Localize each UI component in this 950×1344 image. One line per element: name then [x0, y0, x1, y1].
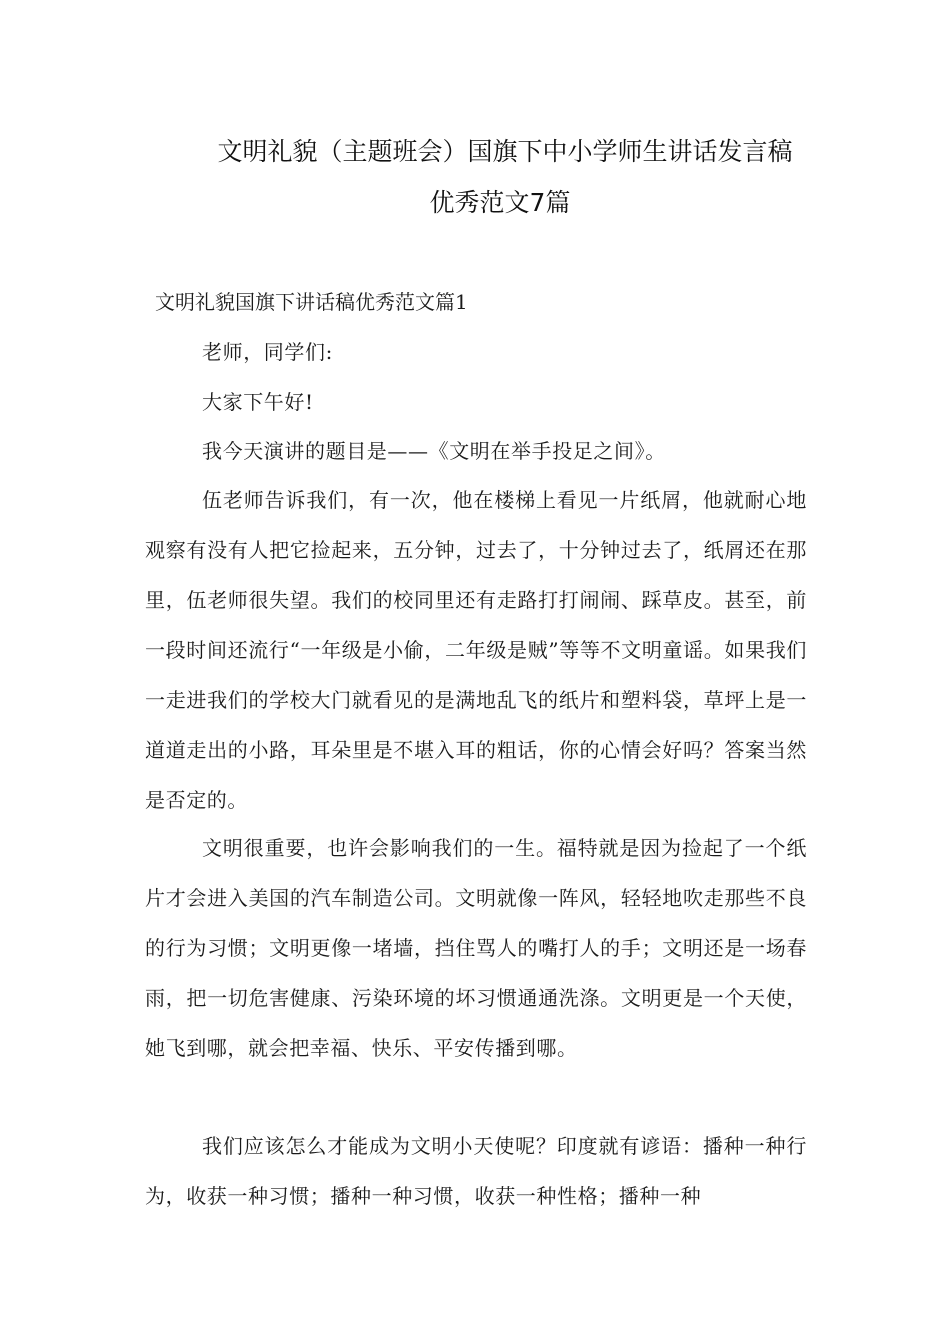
salutation-line: 大家下午好!	[202, 390, 314, 414]
section-heading: 文明礼貌国旗下讲话稿优秀范文篇1	[155, 290, 468, 314]
paragraph-1: 伍老师告诉我们，有一次，他在楼梯上看见一片纸屑，他就耐心地观察有没有人把它捡起来，五分钟，过去了，十分钟过去了，纸屑还在那里，伍老师很失望。我们的校同里还有走路打打闹闹、踩草皮。甚至，前一段时间还流行“一年级是小偷，二年级是贼”等等不文明童谣。如果我们一走进我们的学校大门就看见的是满地乱飞的纸片和塑料袋，草坪上是一道道走出的小路，耳朵里是不堪入耳的粗话，你的心情会好吗？答案当然是否定的。	[145, 488, 807, 812]
speech-topic-line: 我今天演讲的题目是——《文明在举手投足之间》。	[202, 439, 666, 463]
document-title-line-2: 优秀范文7篇	[429, 188, 571, 217]
greeting-line: 老师，同学们:	[202, 340, 333, 364]
document-title-line-1: 文明礼貌（主题班会）国旗下中小学师生讲话发言稿	[217, 137, 793, 166]
paragraph-2: 文明很重要，也许会影响我们的一生。福特就是因为捡起了一个纸片才会进入美国的汽车制造公司。文明就像一阵风，轻轻地吹走那些不良的行为习惯；文明更像一堵墙，挡住骂人的嘴打人的手；文明还是一场春雨，把一切危害健康、污染环境的坏习惯通通洗涤。文明更是一个天使，她飞到哪，就会把幸福、快乐、平安传播到哪。	[145, 836, 807, 1060]
paragraph-3: 我们应该怎么才能成为文明小天使呢？印度就有谚语：播种一种行为，收获一种习惯；播种一种习惯，收获一种性格；播种一种	[145, 1134, 807, 1208]
